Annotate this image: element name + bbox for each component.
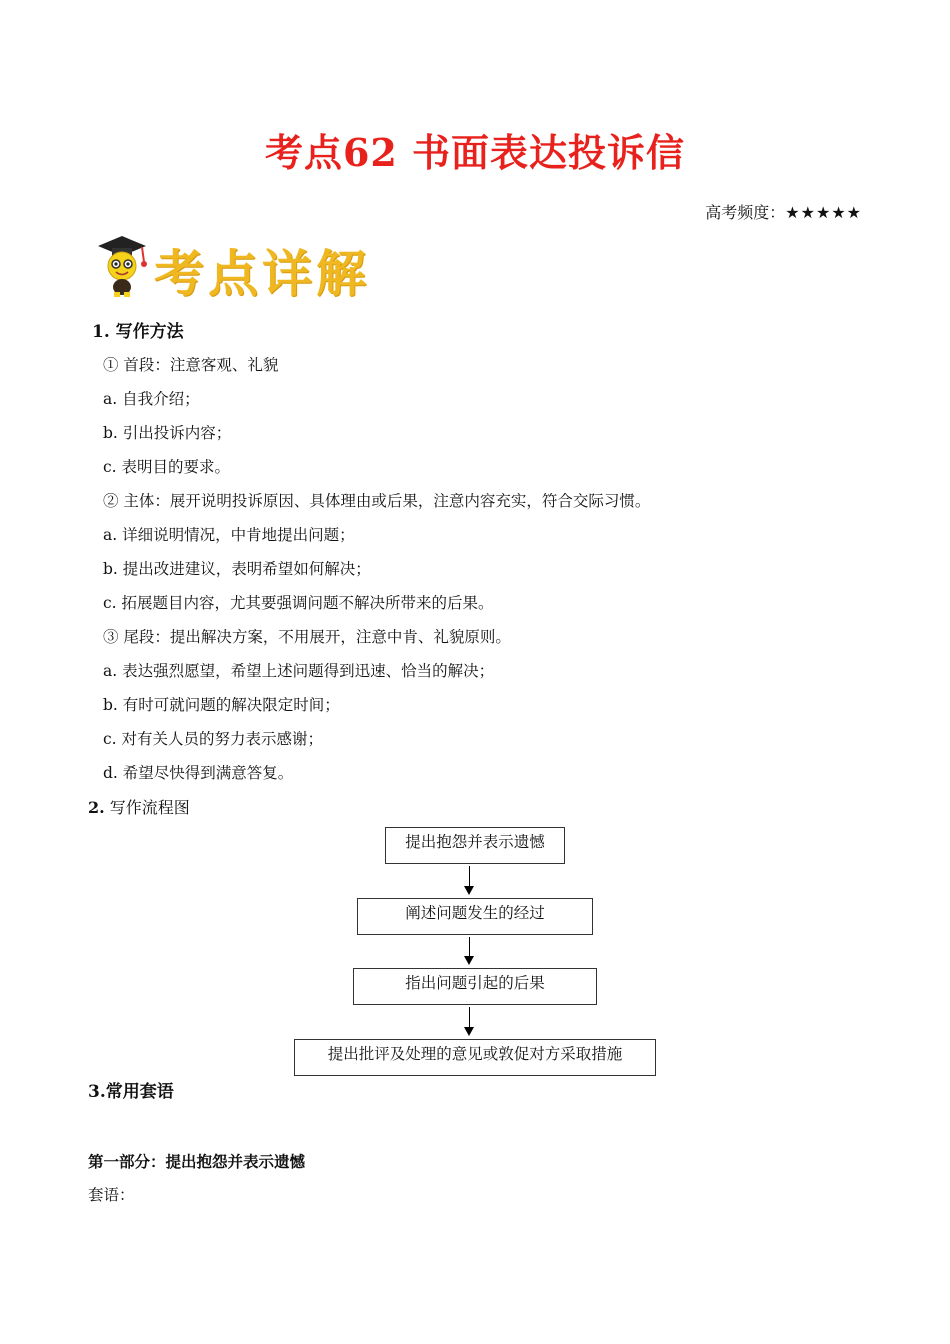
method-line: a. 详细说明情况，中肯地提出问题； — [103, 526, 355, 544]
badge-text: 考点详解 — [154, 244, 370, 303]
method-line: d. 希望尽快得到满意答复。 — [103, 764, 294, 782]
phrases-label: 套语： — [88, 1186, 135, 1204]
part-heading: 第一部分：提出抱怨并表示遗憾 — [88, 1152, 306, 1171]
method-line: b. 有时可就问题的解决限定时间； — [103, 696, 340, 714]
arrowhead-icon — [464, 886, 474, 895]
method-line: a. 自我介绍； — [103, 390, 200, 408]
section-heading-3: 3.常用套语 — [88, 1082, 174, 1102]
arrowhead-icon — [464, 956, 474, 965]
flow-step-1: 提出抱怨并表示遗憾 — [385, 827, 565, 864]
method-line: ③ 尾段：提出解决方案，不用展开，注意中肯、礼貌原则。 — [103, 628, 511, 646]
flow-step-4: 提出批评及处理的意见或敦促对方采取措施 — [294, 1039, 656, 1076]
section-number: 1. — [92, 322, 110, 342]
section-heading-2 — [88, 795, 190, 818]
flow-arrow — [469, 937, 470, 958]
flow-arrow — [469, 1007, 470, 1029]
method-line: ② 主体：展开说明投诉原因、具体理由或后果，注意内容充实，符合交际习惯。 — [103, 492, 651, 510]
flow-arrow — [469, 866, 470, 888]
section-heading-1 — [92, 317, 184, 342]
arrowhead-icon — [464, 1027, 474, 1036]
frequency-rating — [705, 200, 862, 223]
section-title: 写作流程图 — [109, 798, 190, 817]
flow-step-2: 阐述问题发生的经过 — [357, 898, 593, 935]
method-line: ① 首段：注意客观、礼貌 — [103, 356, 279, 374]
graduation-cap-mascot-icon — [92, 232, 152, 298]
section-number: 2. — [88, 798, 105, 817]
frequency-stars: ★★★★★ — [785, 203, 862, 222]
method-line: c. 对有关人员的努力表示感谢； — [103, 730, 324, 748]
frequency-label: 高考频度： — [705, 203, 786, 222]
method-line: c. 拓展题目内容，尤其要强调问题不解决所带来的后果。 — [103, 594, 494, 612]
method-line: b. 提出改进建议，表明希望如何解决； — [103, 560, 371, 578]
method-line: b. 引出投诉内容； — [103, 424, 232, 442]
section-badge — [92, 232, 392, 303]
method-line: a. 表达强烈愿望，希望上述问题得到迅速、恰当的解决； — [103, 662, 495, 680]
section-title: 写作方法 — [115, 322, 184, 342]
flow-step-3: 指出问题引起的后果 — [353, 968, 597, 1005]
method-line: c. 表明目的要求。 — [103, 458, 231, 476]
page-title: 考点62 书面表达投诉信 — [264, 130, 686, 175]
